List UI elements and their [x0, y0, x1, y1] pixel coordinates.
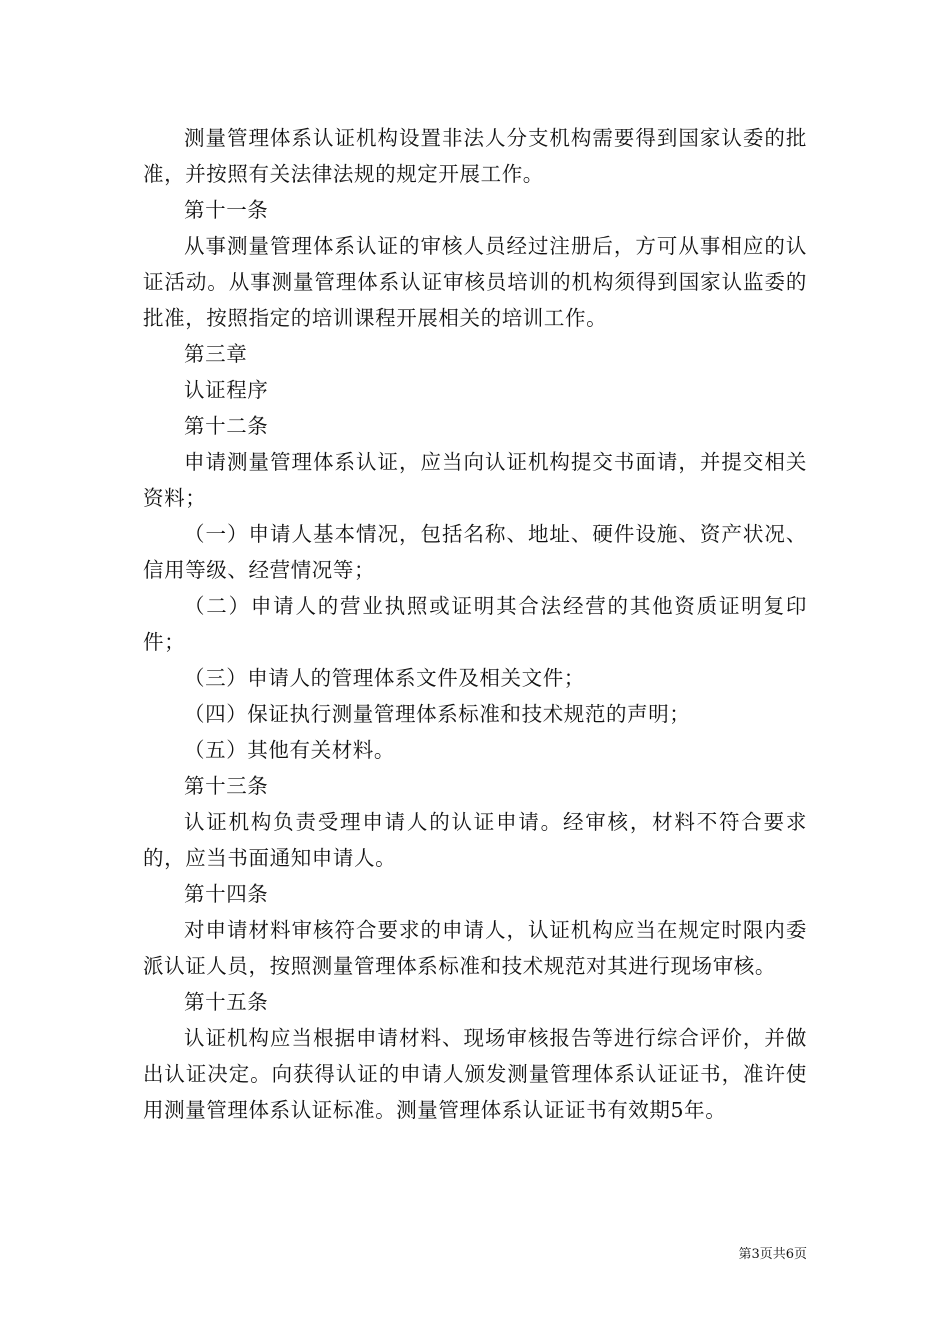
list-item-3: （三）申请人的管理体系文件及相关文件；	[184, 666, 585, 690]
list-item-5: （五）其他有关材料。	[184, 738, 395, 762]
heading-chapter-3: 第三章	[184, 342, 248, 366]
paragraph-application-submission: 申请测量管理体系认证，应当向认证机构提交书面请，并提交相关资料；	[143, 450, 807, 510]
paragraph-application-review: 认证机构负责受理申请人的认证申请。经审核，材料不符合要求的，应当书面通知申请人。	[143, 810, 807, 870]
paragraph-branch-approval: 测量管理体系认证机构设置非法人分支机构需要得到国家认委的批准，并按照有关法律法规的规定开展工作。	[143, 126, 807, 186]
document-body	[143, 120, 807, 1128]
list-item-2: （二）申请人的营业执照或证明其合法经营的其他资质证明复印件；	[143, 594, 807, 654]
heading-certification-procedure: 认证程序	[184, 378, 269, 402]
heading-article-14: 第十四条	[184, 882, 269, 906]
paragraph-certification-decision: 认证机构应当根据申请材料、现场审核报告等进行综合评价，并做出认证决定。向获得认证的申请人颁发测量管理体系认证证书，准许使用测量管理体系认证标准。测量管理体系认证证书有效期5年。	[143, 1026, 807, 1122]
list-item-1: （一）申请人基本情况，包括名称、地址、硬件设施、资产状况、信用等级、经营情况等；	[143, 522, 807, 582]
paragraph-onsite-audit: 对申请材料审核符合要求的申请人，认证机构应当在规定时限内委派认证人员，按照测量管理体系标准和技术规范对其进行现场审核。	[143, 918, 807, 978]
heading-article-11: 第十一条	[184, 198, 269, 222]
page-number: 第3页共6页	[738, 1247, 807, 1262]
heading-article-13: 第十三条	[184, 774, 269, 798]
heading-article-12: 第十二条	[184, 414, 269, 438]
paragraph-auditor-registration: 从事测量管理体系认证的审核人员经过注册后，方可从事相应的认证活动。从事测量管理体系认证审核员培训的机构须得到国家认监委的批准，按照指定的培训课程开展相关的培训工作。	[143, 234, 807, 330]
list-item-4: （四）保证执行测量管理体系标准和技术规范的声明；	[184, 702, 691, 726]
heading-article-15: 第十五条	[184, 990, 269, 1014]
